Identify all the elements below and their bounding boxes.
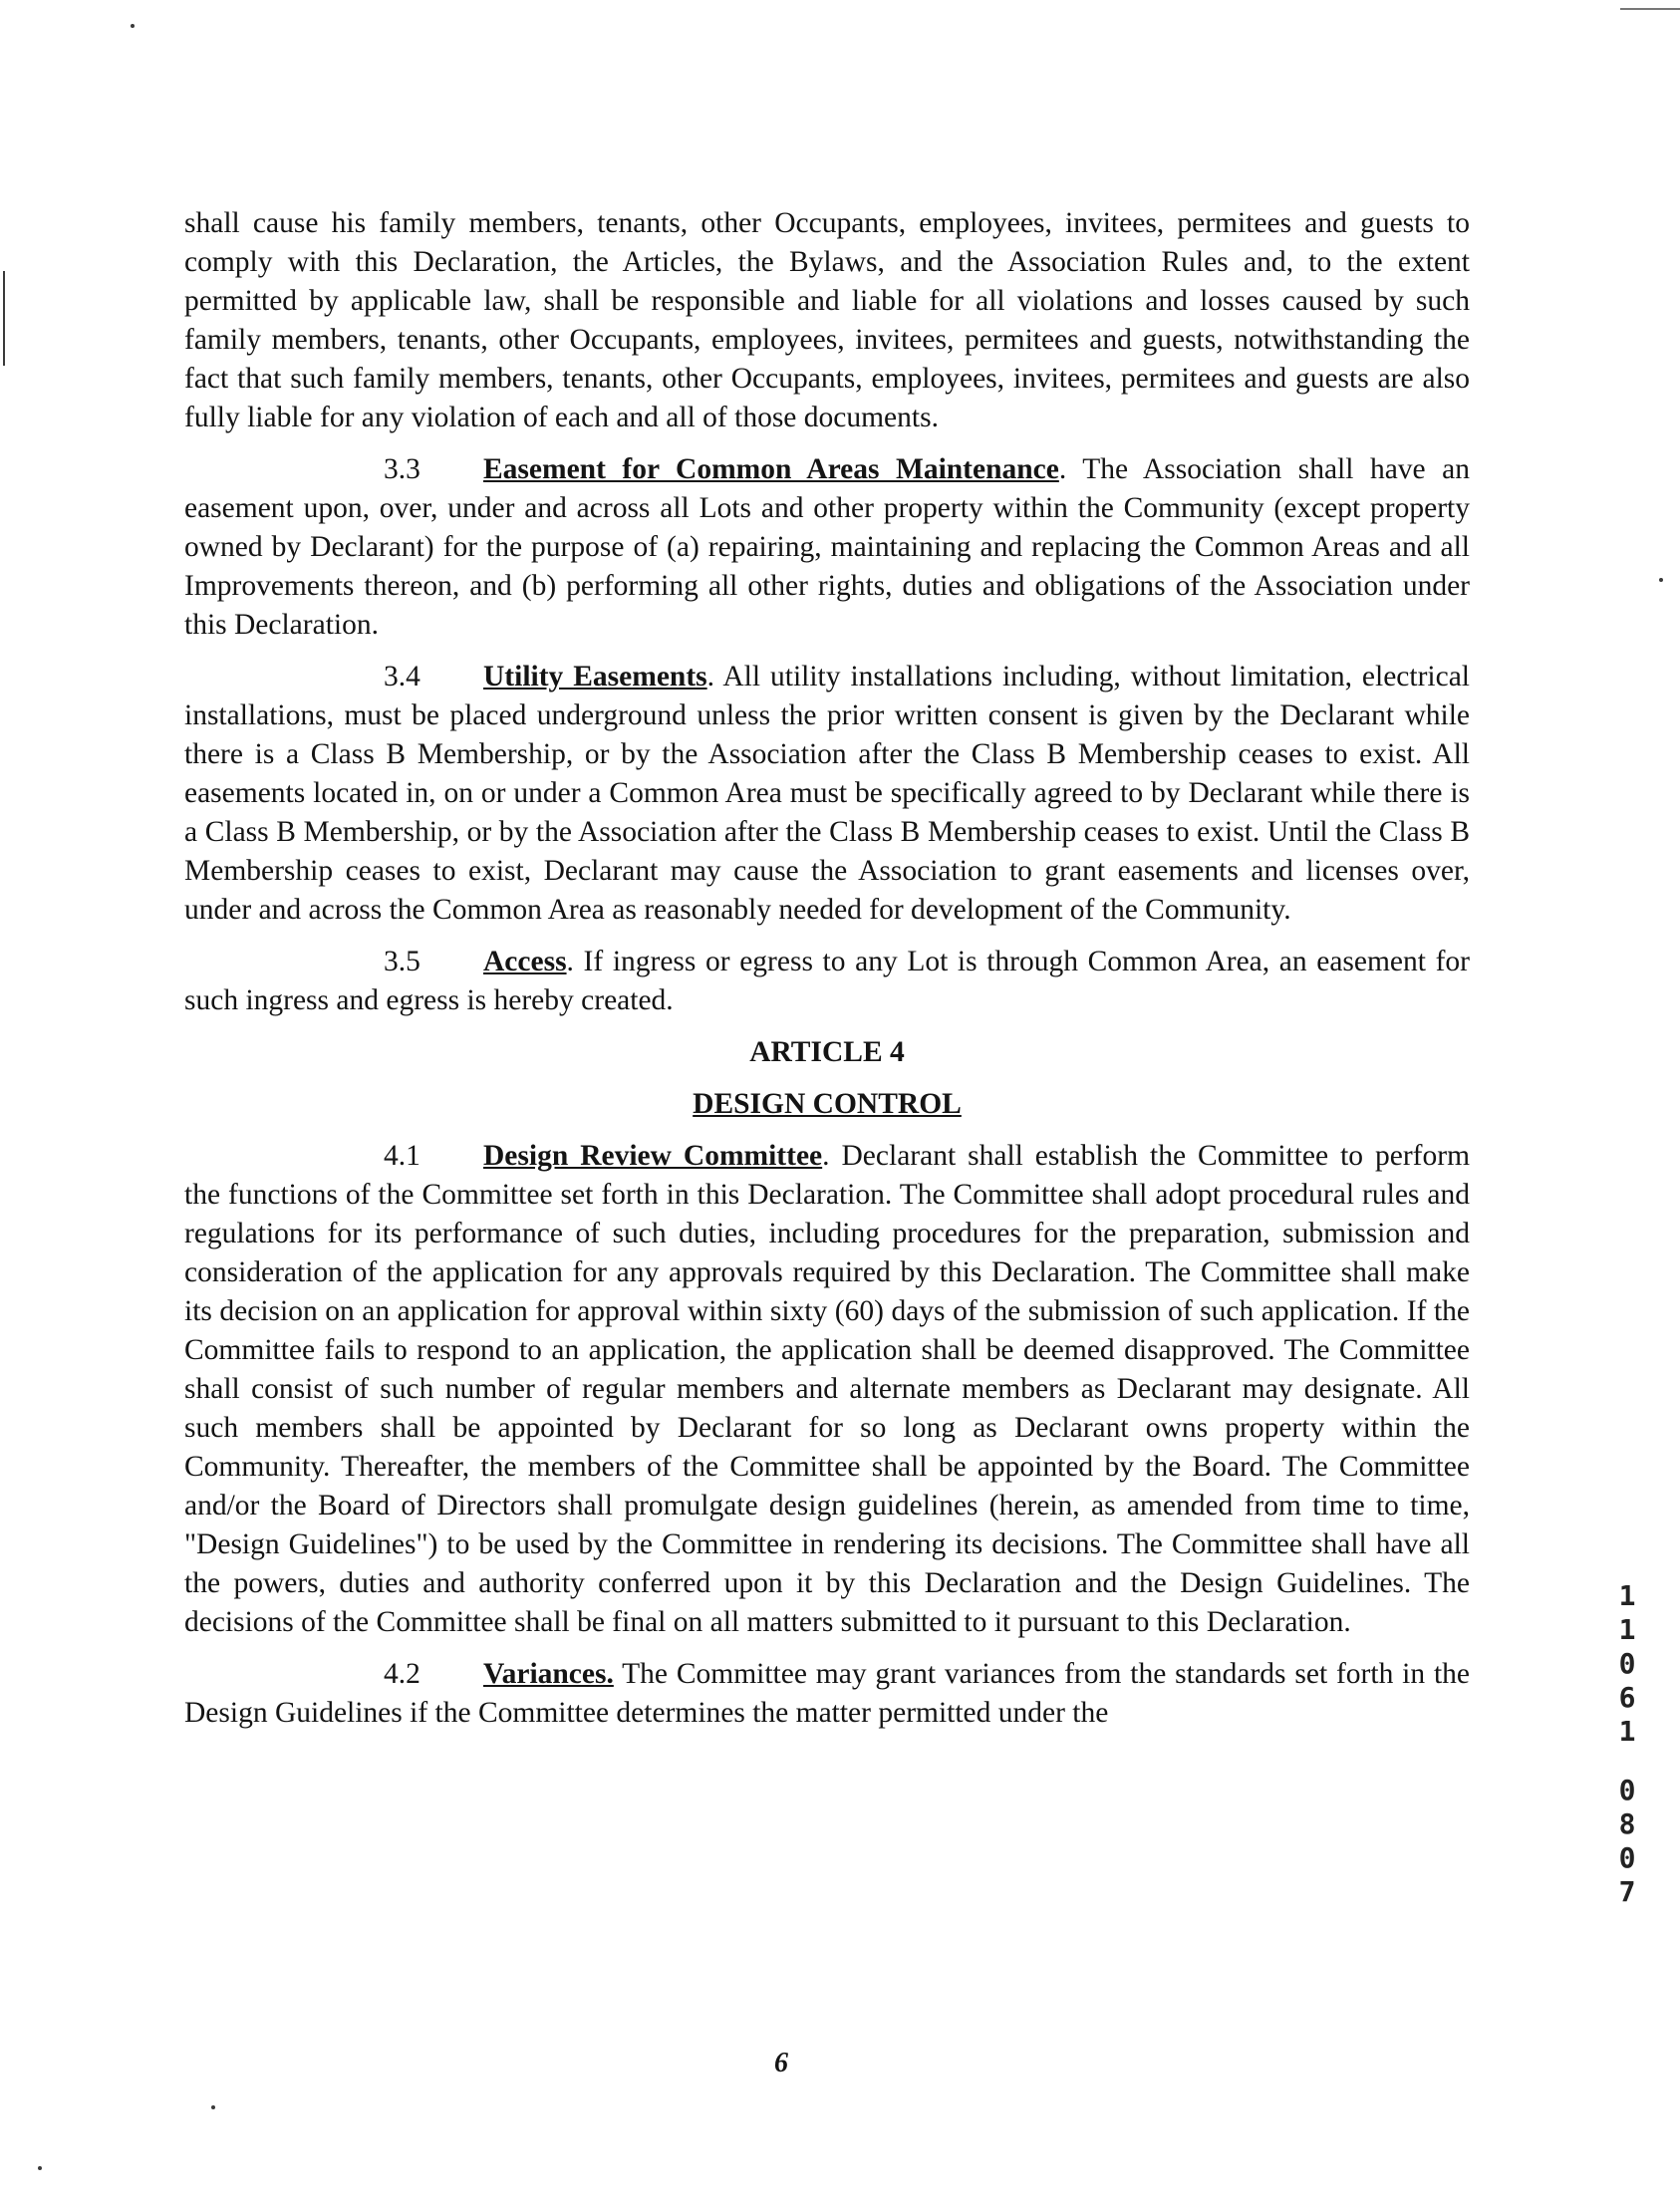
document-body (184, 204, 1470, 1746)
section-4-2 (184, 1655, 1470, 1733)
section-heading: Utility Easements (483, 661, 707, 692)
section-heading: Design Review Committee (483, 1140, 823, 1172)
stamp-digit: 1 (1618, 1579, 1636, 1612)
continuation-paragraph: shall cause his family members, tenants, other Occupants, employees, invitees, permitees and guests to comply with this Declaration, the Articles, the Bylaws, and the Association Rules and, to the extent permitted by applicable law, shall be responsible and liable for all violations and losses caused by such family members, tenants, other Occupants, employees, invitees, permitees and guests, notwithstanding the fact that such family members, tenants, other Occupants, employees, invitees, permitees and guests are also fully liable for any violation of each and all of those documents. (184, 207, 1470, 433)
margin-scan-mark (3, 271, 5, 366)
stamp-digit: 6 (1618, 1681, 1636, 1714)
section-3-5 (184, 943, 1470, 1020)
article-title: ARTICLE 4 (749, 1036, 905, 1068)
stamp-digit: 8 (1618, 1807, 1636, 1840)
stamp-digit: 1 (1618, 1715, 1636, 1748)
scan-speck (1659, 578, 1663, 582)
section-number: 4.2 (384, 1658, 420, 1690)
scan-speck (38, 2166, 42, 2170)
top-edge-scan-line (1620, 8, 1680, 10)
section-number: 3.5 (384, 946, 420, 977)
section-heading: Access (483, 946, 567, 977)
stamp-digit: 0 (1618, 1647, 1636, 1680)
section-3-4 (184, 658, 1470, 930)
scan-speck (131, 24, 135, 28)
stamp-digit: 7 (1618, 1875, 1636, 1908)
section-3-3 (184, 450, 1470, 645)
section-text: . If ingress or egress to any Lot is through Common Area, an easement for such ingress and egress is hereby created. (184, 946, 1470, 1016)
section-heading: Variances. (483, 1658, 614, 1690)
stamp-digit: 0 (1618, 1774, 1636, 1806)
section-number: 3.3 (384, 453, 420, 485)
section-heading: Easement for Common Areas Maintenance (483, 453, 1059, 485)
section-4-1 (184, 1137, 1470, 1642)
section-number: 3.4 (384, 661, 420, 692)
section-number: 4.1 (384, 1140, 420, 1172)
section-text: The Committee may grant variances from the standards set forth in the Design Guidelines if the Committee determines the matter permitted under the (184, 1658, 1470, 1729)
section-text: . Declarant shall establish the Committee to perform the functions of the Committee set forth in this Declaration. The Committee shall adopt procedural rules and regulations for its performance of such duties, including procedures for the preparation, submission and consideration of the application for any approvals required by this Declaration. The Committee shall make its decision on an application for approval within sixty (60) days of the submission of such application. If the Committee fails to respond to an application, the application shall be deemed disapproved. The Committee shall consist of such number of regular members and alternate members as Declarant may designate. All such members shall be appointed by Declarant for so long as Declarant owns property within the Community. Thereafter, the members of the Committee shall be appointed by the Board. The Committee and/or the Board of Directors shall promulgate design guidelines (herein, as amended from time to time, "Design Guidelines") to be used by the Committee in rendering its decisions. The Committee shall have all the powers, duties and authority conferred upon it by this Declaration and the Design Guidelines. The decisions of the Committee shall be final on all matters submitted to it pursuant to this Declaration. (184, 1140, 1471, 1638)
stamp-digit: 1 (1618, 1613, 1636, 1646)
article-subtitle: DESIGN CONTROL (693, 1088, 962, 1120)
recording-stamp-bottom (1612, 1774, 1642, 1909)
page-number: 6 (774, 2048, 788, 2078)
section-text: . The Association shall have an easement upon, over, under and across all Lots and other property within the Community (except property owned by Declarant) for the purpose of (a) repairing, maintaining and replacing the Common Areas and all Improvements thereon, and (b) performing all other rights, duties and obligations of the Association under this Declaration. (184, 453, 1470, 641)
section-text: . All utility installations including, without limitation, electrical installations, must be placed underground unless the prior written consent is given by the Declarant while there is a Class B Membership, or by the Association after the Class B Membership ceases to exist. All easements located in, on or under a Common Area must be specifically agreed to by Declarant while there is a Class B Membership, or by the Association after the Class B Membership ceases to exist. Until the Class B Membership ceases to exist, Declarant may cause the Association to grant easements and licenses over, under and across the Common Area as reasonably needed for development of the Community. (184, 661, 1470, 926)
stamp-digit: 0 (1618, 1841, 1636, 1874)
scan-speck (211, 2105, 215, 2109)
recording-stamp-top (1612, 1579, 1642, 1749)
